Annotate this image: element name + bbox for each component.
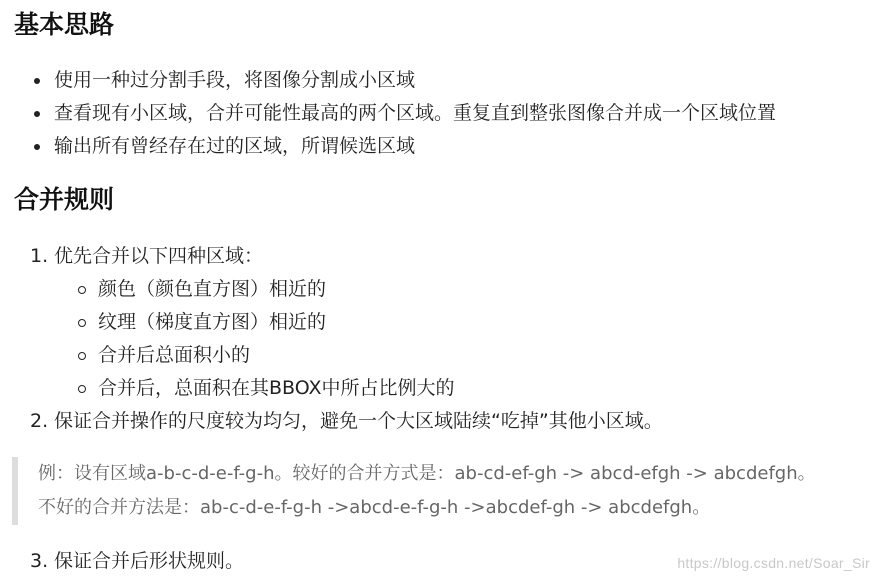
blockquote-line: 不好的合并方法是：ab-c-d-e-f-g-h ->abcd-e-f-g-h ->abcdef-gh -> abcdefgh。 — [38, 497, 711, 518]
ordered-item-number: 2. — [30, 410, 49, 432]
ordered-item-2 — [0, 405, 878, 438]
sub-list-item — [0, 273, 878, 306]
circle-bullet-icon — [78, 385, 86, 393]
blockquote-line: 例：设有区域a-b-c-d-e-f-g-h。较好的合并方式是：ab-cd-ef-gh -> abcd-efgh -> abcdefgh。 — [38, 463, 816, 484]
ordered-item-1 — [0, 240, 878, 273]
list-item: 查看现有小区域，合并可能性最高的两个区域。重复直到整张图像合并成一个区域位置 — [0, 97, 776, 130]
sub-list-item-text: 合并后，总面积在其BBOX中所占比例大的 — [98, 377, 455, 399]
sub-list-item — [0, 339, 878, 372]
example-blockquote — [12, 457, 873, 525]
list-item: 输出所有曾经存在过的区域，所谓候选区域 — [0, 130, 776, 163]
sub-list-item-text: 合并后总面积小的 — [98, 344, 251, 366]
sub-list-item-text: 颜色（颜色直方图）相近的 — [98, 278, 327, 300]
merge-rules-list — [0, 240, 878, 438]
section-heading-basic-idea: 基本思路 — [14, 10, 115, 39]
ordered-item-number: 3. — [30, 550, 49, 572]
watermark: https://blog.csdn.net/Soar_Sir — [677, 555, 870, 571]
section-heading-merge-rules: 合并规则 — [14, 185, 115, 214]
ordered-item-text: 优先合并以下四种区域： — [54, 245, 264, 267]
sub-list-item — [0, 372, 878, 405]
basic-idea-list — [0, 64, 776, 163]
sub-list-item — [0, 306, 878, 339]
circle-bullet-icon — [78, 352, 86, 360]
circle-bullet-icon — [78, 286, 86, 294]
sub-list-item-text: 纹理（梯度直方图）相近的 — [98, 311, 327, 333]
ordered-item-number: 1. — [30, 245, 49, 267]
ordered-item-text: 保证合并操作的尺度较为均匀，避免一个大区域陆续“吃掉”其他小区域。 — [54, 410, 663, 432]
list-item: 使用一种过分割手段，将图像分割成小区域 — [0, 64, 776, 97]
circle-bullet-icon — [78, 319, 86, 327]
ordered-item-text: 保证合并后形状规则。 — [54, 550, 245, 572]
